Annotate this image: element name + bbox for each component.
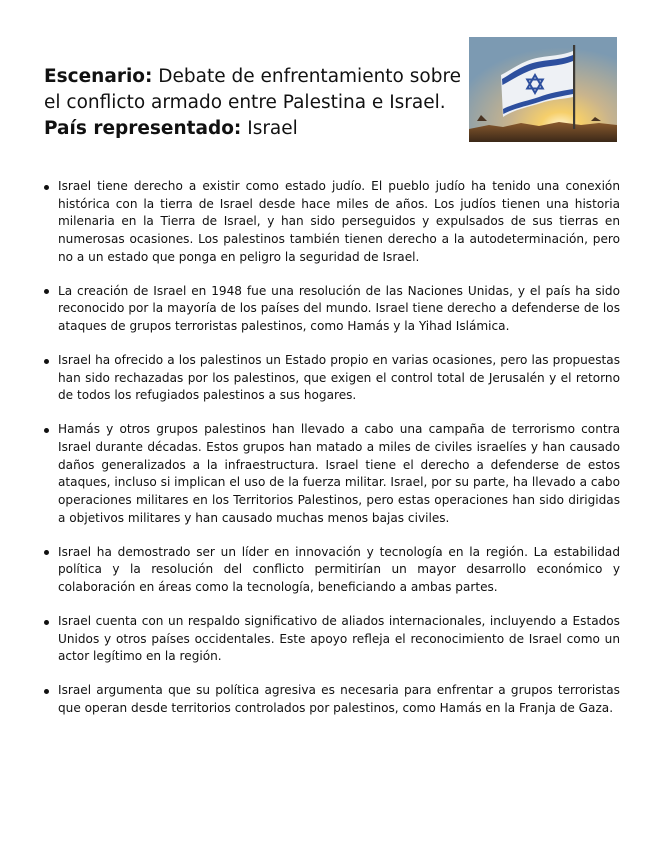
list-item	[42, 613, 620, 666]
list-item	[42, 421, 620, 527]
list-item	[42, 352, 620, 405]
israel-flag-photo	[469, 37, 617, 142]
israel-flag-icon	[469, 37, 617, 142]
scenario-line-2	[44, 90, 454, 116]
country-line	[44, 116, 454, 142]
list-item-text: Israel ha ofrecido a los palestinos un Estado propio en varias ocasiones, pero las propuestas han sido rechazadas por los palestinos, que exigen el control total de Jerusalén y el retorno de todos los refugiados palestinos a sus hogares.	[58, 353, 620, 403]
list-item-text: Israel cuenta con un respaldo significativo de aliados internacionales, incluyendo a Estados Unidos y otros países occidentales. Este apoyo refleja el reconocimiento de Israel como un actor legítimo en la región.	[58, 614, 620, 664]
list-item	[42, 544, 620, 597]
country-label: País representado:	[44, 118, 242, 139]
list-item-text: La creación de Israel en 1948 fue una resolución de las Naciones Unidas, y el país ha sido reconocido por la mayoría de los países del mundo. Israel tiene derecho a defenderse de los ataques de grupos terroristas palestinos, como Hamás y la Yihad Islámica.	[58, 283, 620, 334]
bullet-icon	[44, 359, 49, 364]
list-item-text: Israel tiene derecho a existir como estado judío. El pueblo judío ha tenido una conexión histórica con la tierra de Israel desde hace miles de años. Los judíos tienen una historia milenaria en la Tierra de Israel, y han sido perseguidos y expulsados de sus tierras en numerosas ocasiones. Los palestinos también tienen derecho a la autodeterminación, pero no a un estado que ponga en peligro la seguridad de Israel.	[58, 179, 620, 264]
list-item	[42, 178, 620, 267]
list-item-text: Hamás y otros grupos palestinos han llevado a cabo una campaña de terrorismo contra Israel durante décadas. Estos grupos han matado a miles de civiles israelíes y han causado daños generalizados a la infraestructura. Israel tiene el derecho a defenderse de estos ataques, incluso si implican el uso de la fuerza militar. Israel, por su parte, ha llevado a cabo operaciones militares en los Territorios Palestinos, pero estas operaciones han sido dirigidas a objetivos militares y han causado muchas menos bajas civiles.	[58, 422, 620, 525]
bullet-icon	[44, 550, 49, 555]
scenario-label: Escenario:	[44, 66, 153, 87]
bullet-icon	[44, 428, 49, 433]
scenario-line-1	[44, 64, 462, 90]
bullet-icon	[44, 185, 49, 190]
scenario-text-1: Debate de enfrentamiento sobre	[158, 66, 462, 87]
bullet-icon	[44, 620, 49, 625]
list-item	[42, 283, 620, 336]
list-item-text: Israel argumenta que su política agresiva es necesaria para enfrentar a grupos terroristas que operan desde territorios controlados por palestinos, como Hamás en la Franja de Gaza.	[58, 683, 620, 715]
bullet-icon	[44, 289, 49, 294]
list-item-text: Israel ha demostrado ser un líder en innovación y tecnología en la región. La estabilidad política y la resolución del conflicto permitirían un mayor desarrollo económico y colaboración en áreas como la tecnología, beneficiando a ambas partes.	[58, 544, 620, 595]
document-header	[44, 64, 462, 142]
country-value: Israel	[247, 118, 298, 139]
list-item	[42, 682, 620, 717]
bullet-icon	[44, 689, 49, 694]
scenario-text-2: el conflicto armado entre Palestina e Israel.	[44, 92, 446, 113]
argument-list	[42, 178, 620, 734]
